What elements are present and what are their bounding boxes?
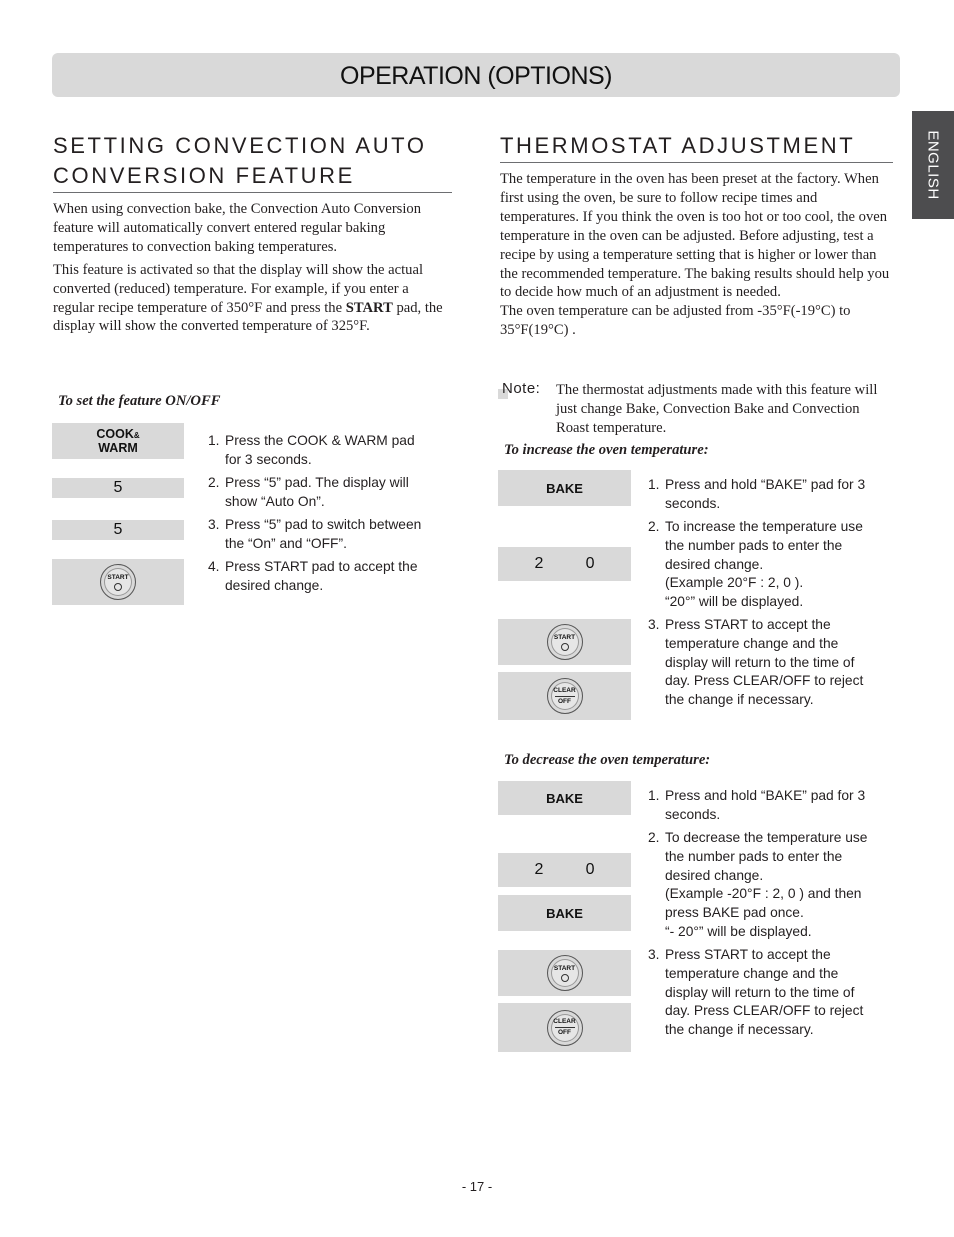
step-number: 2. bbox=[648, 519, 660, 534]
digit-0: 0 bbox=[585, 555, 595, 572]
set-feature-subheading: To set the feature ON/OFF bbox=[58, 393, 221, 409]
step-text: Press and hold “BAKE” pad for 3 bbox=[665, 788, 866, 803]
bake-pad: BAKE bbox=[498, 470, 631, 506]
start-pad-label: START bbox=[107, 573, 129, 581]
start-button-icon bbox=[547, 955, 583, 991]
bake-pad: BAKE bbox=[498, 781, 631, 815]
warm-pad-label: WARM bbox=[98, 440, 138, 455]
step-text: desired change. bbox=[665, 556, 764, 572]
start-pad-label: START bbox=[553, 964, 576, 972]
step-number: 2. bbox=[208, 475, 220, 490]
list-item bbox=[648, 616, 863, 710]
step-text: Press START pad to accept the bbox=[225, 559, 418, 574]
step-number: 1. bbox=[648, 788, 660, 803]
step-text: To decrease the temperature use bbox=[665, 830, 868, 845]
number-pads-display bbox=[498, 853, 631, 887]
step-text: To increase the temperature use bbox=[665, 519, 863, 534]
step-text: seconds. bbox=[665, 495, 721, 511]
list-item bbox=[648, 787, 865, 825]
step-number: 1. bbox=[208, 433, 220, 448]
lock-icon bbox=[114, 583, 122, 591]
language-tab bbox=[912, 111, 954, 219]
step-text: (Example -20°F : 2, 0 ) and then bbox=[665, 886, 862, 902]
convection-para1: When using convection bake, the Convection Auto Conversion feature will automatically convert entered regular baking temperatures to convection baking temperatures. bbox=[53, 201, 422, 255]
step-text: display will return to the time of bbox=[665, 654, 855, 670]
step-text: the number pads to enter the bbox=[665, 848, 843, 864]
number-pads-display bbox=[498, 547, 631, 581]
step-text: the change if necessary. bbox=[665, 692, 814, 708]
list-item bbox=[648, 829, 867, 942]
step-text: display will return to the time of bbox=[665, 984, 855, 1000]
thermostat-heading: THERMOSTAT ADJUSTMENT bbox=[500, 131, 893, 163]
convection-para2-bold: START bbox=[345, 299, 393, 316]
convection-para2-end: pad, the display will show the converted temperature of 325°F. bbox=[53, 299, 443, 335]
thermostat-body bbox=[500, 170, 896, 340]
cook-pad-amp: & bbox=[133, 430, 140, 440]
step-text: temperature change and the bbox=[665, 965, 839, 981]
step-text: seconds. bbox=[665, 806, 721, 822]
cook-warm-pad bbox=[52, 423, 184, 459]
clear-off-button-icon bbox=[547, 1010, 583, 1046]
convection-body bbox=[53, 200, 451, 336]
divider-line bbox=[555, 1027, 575, 1028]
lock-icon bbox=[561, 974, 569, 982]
convection-heading-line2: CONVERSION FEATURE bbox=[53, 163, 355, 188]
list-item bbox=[648, 476, 865, 514]
step-number: 3. bbox=[648, 947, 660, 962]
list-item bbox=[648, 946, 863, 1040]
start-pad-label: START bbox=[553, 633, 576, 641]
list-item bbox=[208, 516, 421, 554]
step-text: show “Auto On”. bbox=[225, 493, 325, 509]
step-text: desired change. bbox=[225, 577, 324, 593]
step-number: 4. bbox=[208, 559, 220, 574]
convection-heading-line1: SETTING CONVECTION AUTO bbox=[53, 133, 427, 158]
start-button-icon bbox=[100, 564, 136, 600]
step-text: the “On” and “OFF”. bbox=[225, 535, 347, 551]
bake-pad: BAKE bbox=[498, 895, 631, 931]
number-5-pad: 5 bbox=[52, 478, 184, 498]
thermostat-para1: The temperature in the oven has been preset at the factory. When first using the oven, be sure to follow recipe times and temperatures. If you think the oven is too hot or too cool, the oven temperature in the oven can be adjusted. Before adjusting, test a recipe by using a temperature setting that is higher or lower than the recommended temperature. The baking results should help you to decide how much of an adjustment is needed. bbox=[500, 171, 890, 301]
convection-para2-start: This feature is activated so that the display will show the actual converted (reduced) temperature. For example, if you enter a regular recipe temperature of 350°F and press the bbox=[53, 261, 424, 316]
list-item bbox=[208, 432, 415, 470]
clear-off-pad bbox=[498, 1003, 631, 1052]
divider-line bbox=[555, 696, 575, 697]
digit-0: 0 bbox=[585, 861, 595, 878]
start-pad bbox=[498, 950, 631, 996]
step-text: Press “5” pad. The display will bbox=[225, 475, 409, 490]
step-number: 3. bbox=[208, 517, 220, 532]
title-banner bbox=[52, 53, 900, 97]
step-text: press BAKE pad once. bbox=[665, 905, 804, 921]
step-text: Press “5” pad to switch between bbox=[225, 517, 422, 532]
clear-off-button-icon bbox=[547, 678, 583, 714]
start-pad bbox=[52, 559, 184, 605]
page-title: OPERATION (OPTIONS) bbox=[340, 62, 612, 90]
note-label: Note: bbox=[502, 380, 541, 397]
language-tab-label: ENGLISH bbox=[924, 130, 942, 200]
step-text: for 3 seconds. bbox=[225, 451, 312, 467]
list-item bbox=[208, 558, 418, 596]
page-number: - 17 - bbox=[461, 1179, 493, 1194]
step-text: the number pads to enter the bbox=[665, 537, 843, 553]
step-text: day. Press CLEAR/OFF to reject bbox=[665, 1003, 864, 1019]
clear-pad-label: CLEAR bbox=[553, 1018, 576, 1025]
step-text: Press the COOK & WARM pad bbox=[225, 433, 415, 448]
increase-subheading: To increase the oven temperature: bbox=[504, 442, 709, 458]
clear-off-pad bbox=[498, 672, 631, 720]
step-number: 2. bbox=[648, 830, 660, 845]
start-button-icon bbox=[547, 624, 583, 660]
step-text: the change if necessary. bbox=[665, 1022, 814, 1038]
decrease-subheading: To decrease the oven temperature: bbox=[504, 752, 711, 768]
step-text: (Example 20°F : 2, 0 ). bbox=[665, 575, 804, 591]
digit-2: 2 bbox=[534, 861, 544, 878]
step-text: “20°” will be displayed. bbox=[665, 594, 804, 610]
number-5-pad: 5 bbox=[52, 520, 184, 540]
step-text: temperature change and the bbox=[665, 635, 839, 651]
cook-pad-label: COOK bbox=[96, 426, 134, 441]
step-text: day. Press CLEAR/OFF to reject bbox=[665, 673, 864, 689]
thermostat-para2: The oven temperature can be adjusted from -35°F(-19°C) to 35°F(19°C) . bbox=[500, 303, 851, 339]
list-item bbox=[208, 474, 409, 512]
off-pad-label: OFF bbox=[558, 697, 571, 705]
convection-para2 bbox=[53, 261, 451, 337]
digit-2: 2 bbox=[534, 555, 544, 572]
lock-icon bbox=[561, 643, 569, 651]
list-item bbox=[648, 518, 863, 612]
step-number: 1. bbox=[648, 477, 660, 492]
note-text: The thermostat adjustments made with this feature will just change Bake, Convection Bake and Convection Roast temperature. bbox=[556, 382, 878, 436]
start-pad bbox=[498, 619, 631, 665]
step-number: 3. bbox=[648, 617, 660, 632]
step-text: Press START to accept the bbox=[665, 947, 831, 962]
step-text: “- 20°” will be displayed. bbox=[665, 923, 812, 939]
clear-pad-label: CLEAR bbox=[553, 686, 576, 694]
step-text: Press START to accept the bbox=[665, 617, 831, 632]
convection-heading bbox=[53, 131, 452, 193]
step-text: desired change. bbox=[665, 867, 764, 883]
step-text: Press and hold “BAKE” pad for 3 bbox=[665, 477, 866, 492]
off-pad-label: OFF bbox=[558, 1029, 571, 1036]
